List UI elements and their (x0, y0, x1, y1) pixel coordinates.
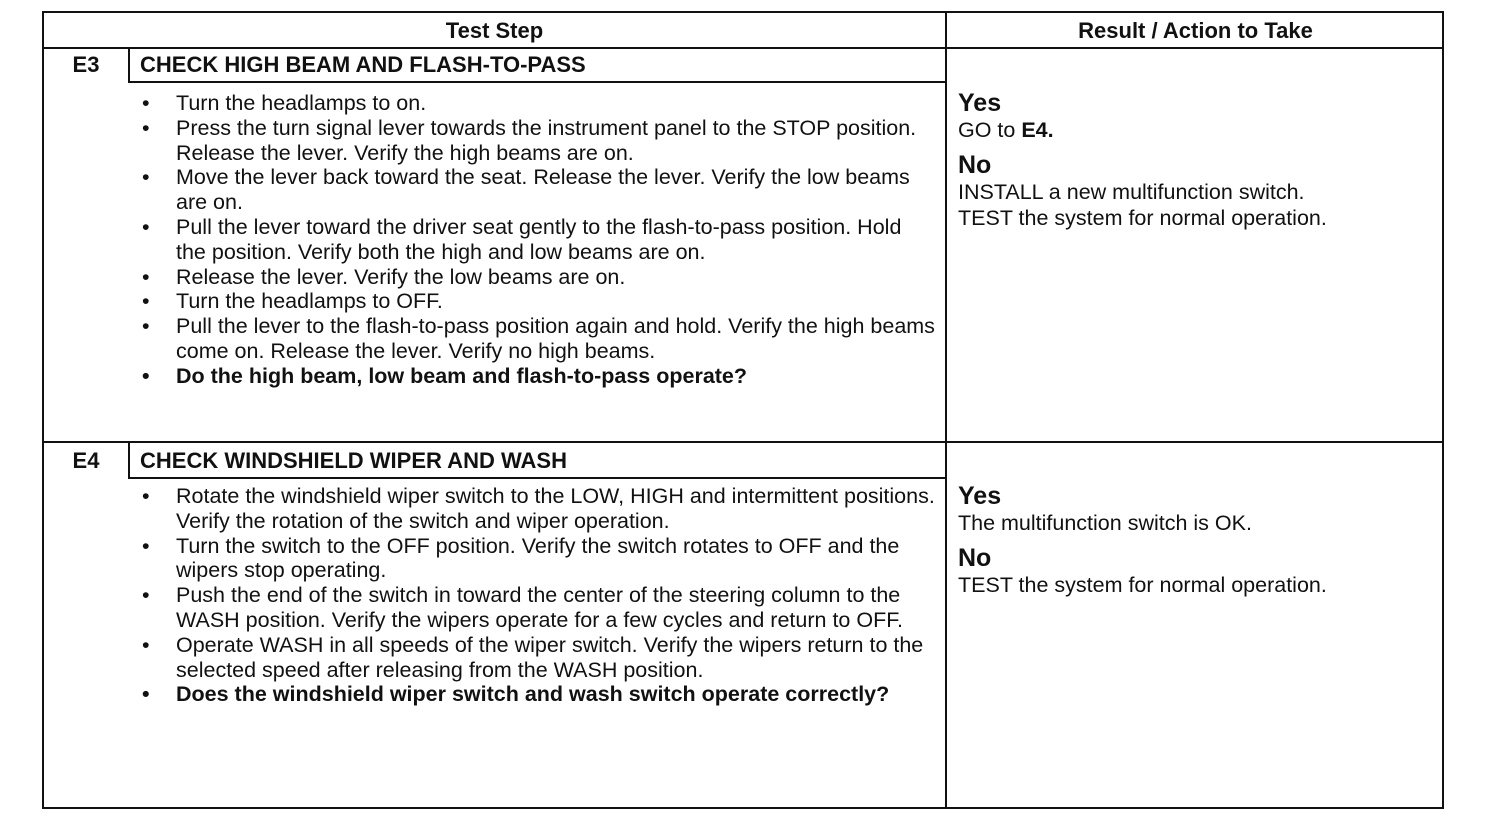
list-item: • Pull the lever to the flash-to-pass position again and hold. Verify the high beams come on. Release the lever. Verify no high beams. (136, 314, 936, 364)
diagnostic-table (42, 11, 1444, 809)
step-question-e3: • Do the high beam, low beam and flash-to-pass operate? (136, 364, 936, 389)
list-item: • Push the end of the switch in toward the center of the steering column to the WASH position. Verify the wipers operate for a few cycles and return to OFF. (136, 583, 936, 633)
row-divider (44, 441, 1444, 443)
list-item: • Press the turn signal lever towards the instrument panel to the STOP position. Release the lever. Verify the high beams are on. (136, 116, 936, 166)
step-title-e3: CHECK HIGH BEAM AND FLASH-TO-PASS (140, 52, 586, 77)
yes-text-e3 (958, 117, 1428, 143)
list-item: • Turn the headlamps to OFF. (136, 289, 936, 314)
list-item: • Move the lever back toward the seat. Release the lever. Verify the low beams are on. (136, 165, 936, 215)
step-code-e4: E4 (72, 448, 100, 473)
result-e4 (958, 482, 1428, 598)
list-item: • Pull the lever toward the driver seat gently to the flash-to-pass position. Hold the position. Verify both the high and low beams are on. (136, 215, 936, 265)
list-item: • Rotate the windshield wiper switch to the LOW, HIGH and intermittent positions. Verify the rotation of the switch and wiper operation. (136, 484, 936, 534)
no-label-e3: No (958, 151, 992, 179)
no-text-e4-line1: TEST the system for normal operation. (958, 573, 1327, 597)
step-list-e3 (136, 91, 936, 389)
no-text-e3-line1: INSTALL a new multifunction switch. (958, 180, 1305, 204)
step-list-e4 (136, 484, 936, 707)
result-e3 (958, 89, 1428, 231)
header-result-action: Result / Action to Take (1078, 18, 1313, 43)
list-item: • Operate WASH in all speeds of the wiper switch. Verify the wipers return to the selected speed after releasing from the WASH position. (136, 633, 936, 683)
code-divider-e4 (128, 443, 130, 477)
yes-label-e3: Yes (958, 89, 1002, 117)
yes-text-prefix: GO to (958, 118, 1022, 142)
list-item: • Turn the headlamps to on. (136, 91, 936, 116)
column-divider (945, 13, 947, 809)
step-code-e3: E3 (72, 52, 100, 77)
no-text-e3-line2: TEST the system for normal operation. (958, 206, 1327, 230)
goto-link-e4: E4. (1021, 118, 1054, 142)
list-item: • Release the lever. Verify the low beams are on. (136, 265, 936, 290)
step-question-e4: • Does the windshield wiper switch and wash switch operate correctly? (136, 682, 936, 707)
code-divider-e3 (128, 47, 130, 81)
no-label-e4: No (958, 544, 992, 572)
yes-text-e4: The multifunction switch is OK. (958, 511, 1252, 535)
header-test-step: Test Step (445, 18, 544, 43)
list-item: • Turn the switch to the OFF position. Verify the switch rotates to OFF and the wipers stop operating. (136, 534, 936, 584)
step-title-e4: CHECK WINDSHIELD WIPER AND WASH (140, 448, 567, 473)
yes-label-e4: Yes (958, 482, 1002, 510)
